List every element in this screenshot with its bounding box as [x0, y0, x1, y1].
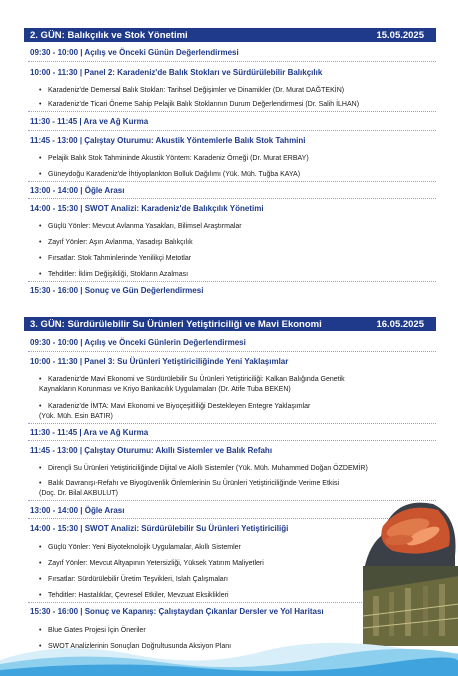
divider — [28, 61, 436, 62]
day3-session-closing: 15:30 - 16:00 | Sonuç ve Kapanış: Çalıştaydan Çıkanlar Dersler ve Yol Haritası — [30, 607, 324, 616]
divider — [28, 111, 436, 112]
day3-panel3-item-1-line2: Kaynakların Korunması ve Kriyo Bankacılık Uygulamaları (Dr. Atife Tuba BEKEN) — [39, 385, 291, 393]
divider — [28, 440, 436, 441]
day3-closing-item-1: • Blue Gates Projesi İçin Öneriler — [48, 626, 146, 635]
day2-session-closing: 15:30 - 16:00 | Sonuç ve Gün Değerlendirmesi — [30, 286, 204, 295]
day3-title: 3. GÜN: Sürdürülebilir Su Ürünleri Yetiştiriciliği ve Mavi Ekonomi — [30, 318, 322, 330]
day3-swot-weaknesses: • Zayıf Yönler: Mevcut Altyapının Yetersizliği, Yüksek Yatırım Maliyetleri — [48, 559, 264, 568]
day3-header — [24, 317, 436, 331]
day3-panel3-item-2-line2: (Yük. Müh. Esin BATIR) — [39, 412, 113, 420]
day3-session-swot: 14:00 - 15:30 | SWOT Analizi: Sürdürülebilir Su Ürünleri Yetiştiriciliği — [30, 524, 289, 533]
divider — [28, 351, 436, 352]
day2-workshop-item-1: • Pelajik Balık Stok Tahmininde Akustik Yöntem: Karadeniz Örneği (Dr. Murat ERBAY) — [48, 154, 309, 163]
day3-panel3-item-2-line1: • Karadeniz'de İMTA: Mavi Ekonomi ve Biyoçeşitliliği Destekleyen Entegre Yaklaşımlar — [48, 403, 311, 410]
aquaculture-photo-collage — [363, 496, 458, 646]
day3-panel3-item-1 — [39, 375, 438, 394]
wave-decoration — [0, 630, 458, 676]
day3-session-lunch: 13:00 - 14:00 | Öğle Arası — [30, 506, 125, 515]
day2-date: 15.05.2025 — [376, 29, 424, 41]
divider — [28, 198, 436, 199]
day2-swot-threats: • Tehditler: İklim Değişikliği, Stokların Azalması — [48, 270, 188, 279]
day2-session-break: 11:30 - 11:45 | Ara ve Ağ Kurma — [30, 117, 149, 126]
day2-session-panel2: 10:00 - 11:30 | Panel 2: Karadeniz'de Balık Stokları ve Sürdürülebilir Balıkçılık — [30, 68, 323, 77]
divider — [28, 181, 436, 182]
day2-session-workshop: 11:45 - 13:00 | Çalıştay Oturumu: Akustik Yöntemlerle Balık Stok Tahmini — [30, 136, 306, 145]
day3-swot-threats: • Tehditler: Hastalıklar, Çevresel Etkiler, Mevzuat Eksiklikleri — [48, 591, 229, 600]
day2-swot-weaknesses: • Zayıf Yönler: Aşırı Avlanma, Yasadışı Balıkçılık — [48, 238, 193, 247]
day2-session-opening: 09:30 - 10:00 | Açılış ve Önceki Günün Değerlendirmesi — [30, 48, 239, 57]
day3-session-break: 11:30 - 11:45 | Ara ve Ağ Kurma — [30, 428, 149, 437]
day3-date: 16.05.2025 — [376, 318, 424, 330]
day2-session-lunch: 13:00 - 14:00 | Öğle Arası — [30, 186, 125, 195]
day3-workshop-item-1: • Dirençli Su Ürünleri Yetiştiriciliğinde Dijital ve Akıllı Sistemler (Yük. Müh. Muhammed Doğan ÖZDEMİR) — [48, 464, 368, 473]
day3-session-panel3: 10:00 - 11:30 | Panel 3: Su Ürünleri Yetiştiriciliğinde Yeni Yaklaşımlar — [30, 357, 289, 366]
day2-title: 2. GÜN: Balıkçılık ve Stok Yönetimi — [30, 29, 188, 41]
day2-swot-opportunities: • Fırsatlar: Stok Tahminlerinde Yenilikçi Metotlar — [48, 254, 191, 263]
divider — [28, 281, 436, 282]
day2-swot-strengths: • Güçlü Yönler: Mevcut Avlanma Yasakları, Bilimsel Araştırmalar — [48, 222, 242, 231]
day3-session-workshop: 11:45 - 13:00 | Çalıştay Oturumu: Akıllı Sistemler ve Balık Refahı — [30, 446, 273, 455]
day3-panel3-item-1-line1: • Karadeniz'de Mavi Ekonomi ve Sürdürülebilir Su Ürünleri Yetiştiriciliği: Kalkan Balığında Genetik — [48, 376, 345, 383]
day2-panel2-item-2: • Karadeniz'de Ticari Öneme Sahip Pelajik Balık Stoklarının Durum Değerlendirmesi (Dr. Salih İLHAN) — [48, 100, 359, 109]
day3-workshop-item-2-line2: (Doç. Dr. Bilal AKBULUT) — [39, 489, 118, 497]
day3-closing-item-2: • SWOT Analizlerinin Sonuçları Doğrultusunda Aksiyon Planı — [48, 642, 231, 651]
day3-session-opening: 09:30 - 10:00 | Açılış ve Önceki Günlerin Değerlendirmesi — [30, 338, 246, 347]
day2-session-swot: 14:00 - 15:30 | SWOT Analizi: Karadeniz'de Balıkçılık Yönetimi — [30, 204, 264, 213]
day3-swot-strengths: • Güçlü Yönler: Yeni Biyoteknolojik Uygulamalar, Akıllı Sistemler — [48, 543, 241, 552]
day3-swot-opportunities: • Fırsatlar: Sürdürülebilir Üretim Teşvikleri, Islah Çalışmaları — [48, 575, 228, 584]
day2-panel2-item-1: • Karadeniz'de Demersal Balık Stokları: Tarihsel Değişimler ve Dinamikler (Dr. Murat DAĞTEKİN) — [48, 86, 344, 95]
divider — [28, 130, 436, 131]
day2-header — [24, 28, 436, 42]
divider — [28, 423, 436, 424]
day3-workshop-item-2-line1: • Balık Davranışı-Refahı ve Biyogüvenlik Önlemlerinin Su Ürünleri Yetiştiriciliğinde Verime Etkisi — [48, 480, 340, 487]
day2-workshop-item-2: • Güneydoğu Karadeniz'de İhtiyoplankton Bolluk Dağılımı (Yük. Müh. Tuğba KAYA) — [48, 170, 300, 179]
day3-panel3-item-2 — [39, 402, 438, 421]
